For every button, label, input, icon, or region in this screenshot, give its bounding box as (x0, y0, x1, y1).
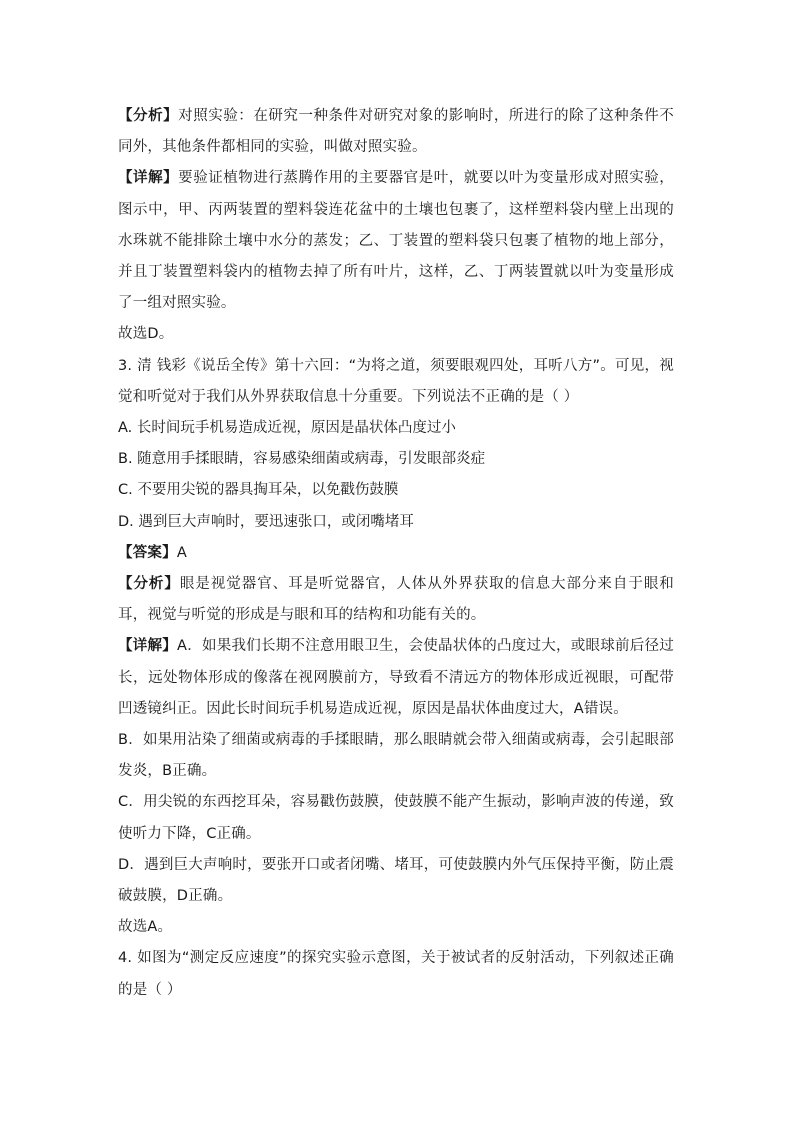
paragraph-text: A．如果我们长期不注意用眼卫生，会使晶状体的凸度过大，或眼球前后径过长，远处物体形成的像落在视网膜前方，导致看不清远方的物体形成近视眼，可配带凹透镜纠正。因此长时间玩手机易造成近视，原因是晶状体曲度过大，A错误。 (118, 638, 674, 717)
section-tag: 【分析】 (118, 108, 179, 124)
question-stem (118, 351, 674, 413)
analysis-paragraph (118, 101, 674, 163)
section-tag: 【答案】 (118, 544, 177, 561)
conclusion-line (118, 319, 674, 350)
option-text: A. 长时间玩手机易造成近视，原因是晶状体凸度过小 (118, 420, 456, 437)
option-d (118, 507, 674, 538)
detail-option-d (118, 850, 674, 912)
detail-option-b (118, 725, 674, 787)
paragraph-text: 3. 清 钱彩《说岳全传》第十六回：“为将之道，须要眼观四处，耳听八方”。可见，视觉和听觉对于我们从外界获取信息十分重要。下列说法不正确的是（ ） (118, 357, 674, 405)
detail-paragraph (118, 163, 674, 319)
document-body (118, 101, 674, 1006)
answer-value: A (176, 544, 187, 561)
detail-option-c (118, 787, 674, 849)
detail-paragraph (118, 631, 674, 725)
paragraph-text: 眼是视觉器官、耳是听觉器官，人体从外界获取的信息大部分来自于眼和耳，视觉与听觉的形成是与眼和耳的结构和功能有关的。 (118, 576, 674, 624)
section-tag: 【详解】 (118, 638, 178, 655)
paragraph-text: B．如果用沾染了细菌或病毒的手揉眼睛，那么眼睛就会带入细菌或病毒，会引起眼部发炎，B正确。 (118, 732, 674, 780)
option-text: B. 随意用手揉眼睛，容易感染细菌或病毒，引发眼部炎症 (118, 451, 486, 468)
option-b (118, 444, 674, 475)
paragraph-text: C．用尖锐的东西挖耳朵，容易戳伤鼓膜，使鼓膜不能产生振动，影响声波的传递，致使听力下降，C正确。 (118, 794, 674, 842)
paragraph-text: 故选A。 (118, 919, 173, 936)
paragraph-text: 故选D。 (118, 326, 174, 343)
analysis-paragraph (118, 569, 674, 631)
paragraph-text: D．遇到巨大声响时，要张开口或者闭嘴、堵耳，可使鼓膜内外气压保持平衡，防止震破鼓膜，D正确。 (118, 856, 674, 905)
paragraph-text: 4. 如图为“测定反应速度”的探究实验示意图，关于被试者的反射活动，下列叙述正确的是（ ） (118, 950, 674, 998)
option-text: D. 遇到巨大声响时，要迅速张口，或闭嘴堵耳 (118, 513, 414, 530)
paragraph-text: 对照实验：在研究一种条件对研究对象的影响时，所进行的除了这种条件不同外，其他条件都相同的实验，叫做对照实验。 (118, 108, 674, 156)
answer-line (118, 538, 674, 569)
option-text: C. 不要用尖锐的器具掏耳朵，以免戳伤鼓膜 (118, 482, 399, 499)
section-tag: 【分析】 (118, 576, 180, 593)
option-a (118, 413, 674, 444)
question-stem (118, 943, 674, 1005)
paragraph-text: 要验证植物进行蒸腾作用的主要器官是叶，就要以叶为变量形成对照实验，图示中，甲、丙两装置的塑料袋连花盆中的土壤也包裹了，这样塑料袋内壁上出现的水珠就不能排除土壤中水分的蒸发；乙、丁装置的塑料袋只包裹了植物的地上部分，并且丁装置塑料袋内的植物去掉了所有叶片，这样，乙、丁两装置就以叶为变量形成了一组对照实验。 (118, 170, 674, 312)
option-c (118, 475, 674, 506)
section-tag: 【详解】 (118, 170, 179, 187)
conclusion-line (118, 912, 674, 943)
